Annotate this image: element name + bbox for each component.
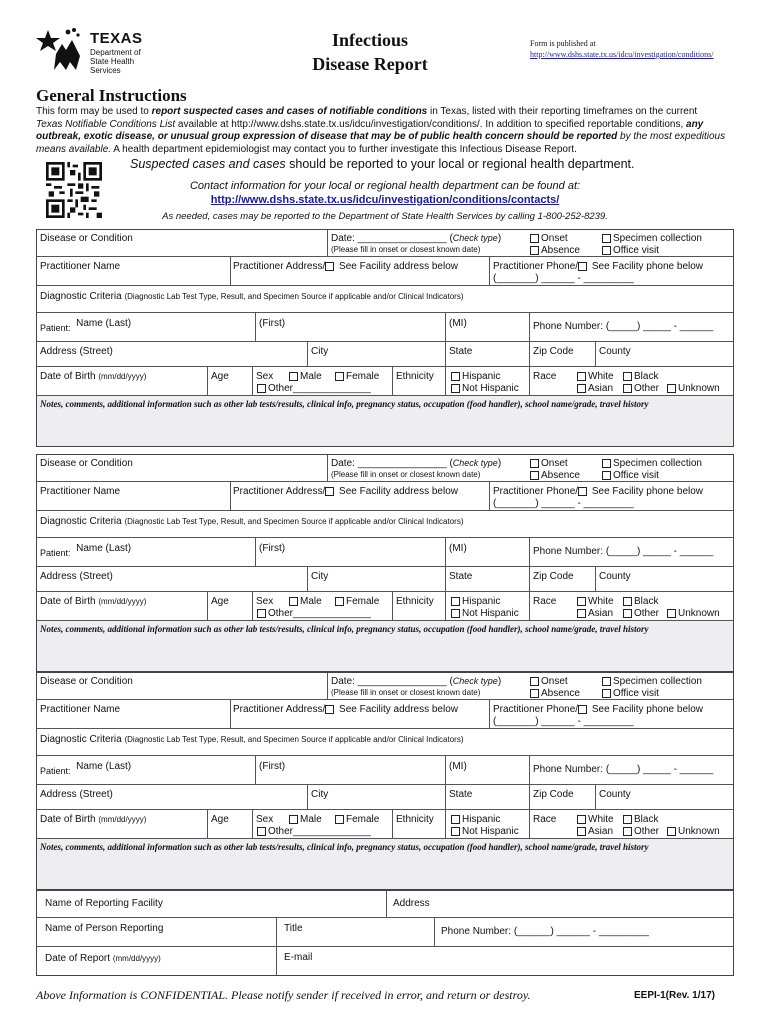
race-white-checkbox[interactable] xyxy=(577,371,614,382)
onset-checkbox-label: Onset xyxy=(541,458,568,469)
checkbox-icon[interactable] xyxy=(578,262,587,271)
patient-state-field[interactable]: State xyxy=(449,346,473,357)
see-facility-phone-label: See Facility phone below xyxy=(589,261,704,272)
hispanic-checkbox-label: Hispanic xyxy=(462,371,501,382)
patient-first-name-field[interactable]: (First) xyxy=(259,543,286,554)
instr-text-8: A health department epidemiologist may contact you to further investigate this Infectious Disease Report. xyxy=(111,143,577,155)
checkbox-icon[interactable] xyxy=(602,689,611,698)
report-date-field[interactable] xyxy=(331,458,501,469)
published-label: Form is published at xyxy=(530,39,596,48)
male-checkbox-label: Male xyxy=(300,596,322,607)
absence-checkbox-label: Absence xyxy=(541,245,580,256)
sex-label: Sex xyxy=(256,371,274,382)
race-asian-checkbox[interactable] xyxy=(577,608,613,619)
onset-checkbox[interactable] xyxy=(530,676,568,687)
sex-other-checkbox-label: Other______________ xyxy=(268,826,371,837)
contacts-url-link[interactable]: http://www.dshs.state.tx.us/idcu/investigation/conditions/contacts/ xyxy=(210,194,560,206)
diagnostic-criteria-label: Diagnostic Criteria xyxy=(40,291,122,302)
form-title xyxy=(300,28,440,76)
patient-county-field[interactable]: County xyxy=(599,789,631,800)
sex-other-checkbox[interactable] xyxy=(257,826,371,837)
checkbox-icon[interactable] xyxy=(602,459,611,468)
practitioner-phone-label: Practitioner Phone/ xyxy=(493,261,579,272)
reporter-phone-field[interactable]: Phone Number: (______) ______ - _________ xyxy=(441,926,649,937)
patient-mi-field[interactable]: (MI) xyxy=(449,318,467,329)
checkbox-icon[interactable] xyxy=(335,597,344,606)
race-unknown-checkbox[interactable] xyxy=(667,608,720,619)
notes-field[interactable] xyxy=(37,396,733,446)
patient-phone-field[interactable]: Phone Number: (_____) _____ - ______ xyxy=(533,321,714,332)
race-label: Race xyxy=(533,371,557,382)
not-hispanic-checkbox-label: Not Hispanic xyxy=(462,608,519,619)
see-facility-phone-label: See Facility phone below xyxy=(589,486,704,497)
patient-name-last-field[interactable] xyxy=(40,318,132,333)
diagnostic-criteria-hint: (Diagnostic Lab Test Type, Result, and Specimen Source if applicable and/or Clinical Indicators) xyxy=(124,517,464,526)
checkbox-icon[interactable] xyxy=(667,609,676,618)
specimen-collection-checkbox[interactable] xyxy=(602,676,702,687)
patient-phone-field[interactable]: Phone Number: (_____) _____ - ______ xyxy=(533,546,714,557)
onset-checkbox[interactable] xyxy=(530,233,568,244)
race-white-checkbox-label: White xyxy=(588,596,614,607)
practitioner-name-field[interactable]: Practitioner Name xyxy=(40,704,121,715)
not-hispanic-checkbox[interactable] xyxy=(451,383,519,394)
race-unknown-checkbox-label: Unknown xyxy=(678,826,720,837)
race-other-checkbox[interactable] xyxy=(623,383,659,394)
checkbox-icon[interactable] xyxy=(451,609,460,618)
race-unknown-checkbox[interactable] xyxy=(667,826,720,837)
date-of-birth-field[interactable] xyxy=(40,814,146,825)
case-report-block-2 xyxy=(36,454,734,672)
race-label: Race xyxy=(533,814,557,825)
hispanic-checkbox[interactable] xyxy=(451,371,500,382)
checkbox-icon[interactable] xyxy=(623,609,632,618)
date-label: Date: ________________ ( xyxy=(331,676,453,687)
checkbox-icon[interactable] xyxy=(325,262,334,271)
patient-county-field[interactable]: County xyxy=(599,571,631,582)
patient-address-field[interactable]: Address (Street) xyxy=(40,789,113,800)
office-visit-checkbox[interactable] xyxy=(602,470,659,481)
patient-state-field[interactable]: State xyxy=(449,789,473,800)
practitioner-phone-blank: (_______) ______ - _________ xyxy=(493,498,634,509)
patient-first-name-field[interactable]: (First) xyxy=(259,318,286,329)
patient-mi-field[interactable]: (MI) xyxy=(449,543,467,554)
checkbox-icon[interactable] xyxy=(289,815,298,824)
practitioner-phone-field[interactable] xyxy=(493,261,703,272)
checkbox-icon[interactable] xyxy=(623,372,632,381)
disease-condition-field[interactable]: Disease or Condition xyxy=(40,458,133,469)
male-checkbox-label: Male xyxy=(300,814,322,825)
form-id: EEPI-1(Rev. 1/17) xyxy=(634,990,715,1001)
report-date-field[interactable] xyxy=(331,233,501,244)
checkbox-icon[interactable] xyxy=(257,384,266,393)
checkbox-icon[interactable] xyxy=(530,471,539,480)
not-hispanic-checkbox-label: Not Hispanic xyxy=(462,826,519,837)
checkbox-icon[interactable] xyxy=(602,246,611,255)
checkbox-icon[interactable] xyxy=(335,815,344,824)
date-paren: ) xyxy=(497,458,502,469)
disease-condition-field[interactable]: Disease or Condition xyxy=(40,233,133,244)
race-black-checkbox-label: Black xyxy=(634,596,659,607)
sex-other-checkbox-label: Other______________ xyxy=(268,608,371,619)
checkbox-icon[interactable] xyxy=(451,384,460,393)
race-other-checkbox[interactable] xyxy=(623,826,659,837)
checkbox-icon[interactable] xyxy=(577,372,586,381)
checkbox-icon[interactable] xyxy=(451,815,460,824)
check-type-label: Check type xyxy=(452,458,498,468)
checkbox-icon[interactable] xyxy=(602,471,611,480)
checkbox-icon[interactable] xyxy=(325,705,334,714)
practitioner-phone-field[interactable] xyxy=(493,704,703,715)
patient-label: Patient: xyxy=(40,766,71,776)
checkbox-icon[interactable] xyxy=(325,487,334,496)
practitioner-address-label: Practitioner Address/ xyxy=(233,486,326,497)
office-visit-checkbox[interactable] xyxy=(602,688,659,699)
checkbox-icon[interactable] xyxy=(667,827,676,836)
absence-checkbox[interactable] xyxy=(530,470,580,481)
checkbox-icon[interactable] xyxy=(602,234,611,243)
see-facility-address-label: See Facility address below xyxy=(336,704,458,715)
patient-address-field[interactable]: Address (Street) xyxy=(40,571,113,582)
patient-zip-field[interactable]: Zip Code xyxy=(533,571,574,582)
case-report-block-3 xyxy=(36,672,734,890)
practitioner-phone-field[interactable] xyxy=(493,486,703,497)
dob-hint: (mm/dd/yyyy) xyxy=(98,597,147,606)
checkbox-icon[interactable] xyxy=(451,372,460,381)
race-label: Race xyxy=(533,596,557,607)
reporter-title-field[interactable]: Title xyxy=(284,923,303,934)
patient-phone-field[interactable]: Phone Number: (_____) _____ - ______ xyxy=(533,764,714,775)
date-of-report-label: Date of Report xyxy=(45,953,111,964)
checkbox-icon[interactable] xyxy=(623,815,632,824)
hispanic-checkbox-label: Hispanic xyxy=(462,596,501,607)
confidential-notice: Above Information is CONFIDENTIAL. Please notify sender if received in error, and return or destroy. xyxy=(36,988,531,1002)
onset-date-hint: (Please fill in onset or closest known date) xyxy=(331,470,481,479)
race-white-checkbox[interactable] xyxy=(577,596,614,607)
female-checkbox[interactable] xyxy=(335,596,379,607)
practitioner-address-field[interactable] xyxy=(233,704,458,715)
practitioner-address-field[interactable] xyxy=(233,486,458,497)
sex-other-checkbox[interactable] xyxy=(257,608,371,619)
race-other-checkbox-label: Other xyxy=(634,383,660,394)
texas-star-logo-icon xyxy=(36,26,86,72)
sex-label: Sex xyxy=(256,596,274,607)
sex-other-checkbox-label: Other______________ xyxy=(268,383,371,394)
race-other-checkbox-label: Other xyxy=(634,826,660,837)
contact-info-note: Contact information for your local or regional health department can be found at: xyxy=(189,180,581,192)
absence-checkbox[interactable] xyxy=(530,245,580,256)
race-black-checkbox[interactable] xyxy=(623,596,658,607)
diagnostic-criteria-hint: (Diagnostic Lab Test Type, Result, and Specimen Source if applicable and/or Clinical Indicators) xyxy=(124,735,464,744)
female-checkbox-label: Female xyxy=(346,371,380,382)
notes-label: Notes, comments, additional information such as other lab tests/results, clinical info, pregnancy status, occupation (food handler), school name/grade, travel history xyxy=(40,624,649,634)
patient-age-field[interactable]: Age xyxy=(211,371,229,382)
instr-text-1: This form may be used to xyxy=(36,106,152,117)
diagnostic-criteria-field[interactable] xyxy=(40,516,463,527)
checkbox-icon[interactable] xyxy=(530,246,539,255)
checkbox-icon[interactable] xyxy=(289,372,298,381)
onset-date-hint: (Please fill in onset or closest known date) xyxy=(331,245,481,254)
specimen-collection-checkbox-label: Specimen collection xyxy=(613,458,702,469)
checkbox-icon[interactable] xyxy=(451,827,460,836)
reporting-facility-field[interactable]: Name of Reporting Facility xyxy=(45,898,163,909)
report-to-local-note xyxy=(130,157,634,171)
check-type-label: Check type xyxy=(452,233,498,243)
name-last-label: Name (Last) xyxy=(76,543,132,554)
patient-state-field[interactable]: State xyxy=(449,571,473,582)
office-visit-checkbox-label: Office visit xyxy=(613,245,659,256)
practitioner-address-field[interactable] xyxy=(233,261,458,272)
office-visit-checkbox-label: Office visit xyxy=(613,470,659,481)
case-report-block-1 xyxy=(36,229,734,447)
patient-zip-field[interactable]: Zip Code xyxy=(533,346,574,357)
checkbox-icon[interactable] xyxy=(577,815,586,824)
not-hispanic-checkbox-label: Not Hispanic xyxy=(462,383,519,394)
onset-date-hint: (Please fill in onset or closest known date) xyxy=(331,688,481,697)
dshs-phone-note: As needed, cases may be reported to the Department of State Health Services by calling 1-800-252-8239. xyxy=(162,211,608,222)
race-black-checkbox[interactable] xyxy=(623,371,658,382)
diagnostic-criteria-field[interactable] xyxy=(40,734,463,745)
dob-label: Date of Birth xyxy=(40,596,96,607)
published-url-link[interactable]: http://www.dshs.state.tx.us/idcu/investigation/conditions/ xyxy=(530,50,714,59)
specimen-collection-checkbox-label: Specimen collection xyxy=(613,233,702,244)
race-unknown-checkbox[interactable] xyxy=(667,383,720,394)
practitioner-phone-blank: (_______) ______ - _________ xyxy=(493,273,634,284)
checkbox-icon[interactable] xyxy=(530,689,539,698)
notes-label: Notes, comments, additional information such as other lab tests/results, clinical info, pregnancy status, occupation (food handler), school name/grade, travel history xyxy=(40,399,649,409)
office-visit-checkbox[interactable] xyxy=(602,245,659,256)
race-black-checkbox-label: Black xyxy=(634,814,659,825)
see-facility-address-label: See Facility address below xyxy=(336,261,458,272)
race-asian-checkbox-label: Asian xyxy=(588,826,614,837)
female-checkbox[interactable] xyxy=(335,371,379,382)
disease-condition-field[interactable]: Disease or Condition xyxy=(40,676,133,687)
practitioner-phone-label: Practitioner Phone/ xyxy=(493,704,579,715)
checkbox-icon[interactable] xyxy=(623,597,632,606)
patient-name-last-field[interactable] xyxy=(40,761,132,776)
onset-checkbox-label: Onset xyxy=(541,676,568,687)
date-label: Date: ________________ ( xyxy=(331,233,453,244)
notes-label: Notes, comments, additional information such as other lab tests/results, clinical info, pregnancy status, occupation (food handler), school name/grade, travel history xyxy=(40,842,649,852)
report-to-local-emph: Suspected cases and cases xyxy=(130,157,286,171)
date-label: Date: ________________ ( xyxy=(331,458,453,469)
checkbox-icon[interactable] xyxy=(289,597,298,606)
dob-hint: (mm/dd/yyyy) xyxy=(98,372,147,381)
patient-county-field[interactable]: County xyxy=(599,346,631,357)
name-last-label: Name (Last) xyxy=(76,318,132,329)
patient-first-name-field[interactable]: (First) xyxy=(259,761,286,772)
absence-checkbox-label: Absence xyxy=(541,470,580,481)
office-visit-checkbox-label: Office visit xyxy=(613,688,659,699)
reporter-email-field[interactable]: E-mail xyxy=(284,952,313,963)
reporting-facility-section xyxy=(36,890,734,976)
instr-text-2: report suspected cases and cases of notifiable conditions xyxy=(151,106,428,117)
race-other-checkbox-label: Other xyxy=(634,608,660,619)
hispanic-checkbox-label: Hispanic xyxy=(462,814,501,825)
absence-checkbox[interactable] xyxy=(530,688,580,699)
race-asian-checkbox-label: Asian xyxy=(588,383,614,394)
not-hispanic-checkbox[interactable] xyxy=(451,608,519,619)
checkbox-icon[interactable] xyxy=(335,372,344,381)
onset-checkbox[interactable] xyxy=(530,458,568,469)
see-facility-address-label: See Facility address below xyxy=(336,486,458,497)
checkbox-icon[interactable] xyxy=(257,827,266,836)
ethnicity-label: Ethnicity xyxy=(396,814,434,825)
checkbox-icon[interactable] xyxy=(578,487,587,496)
practitioner-phone-blank: (_______) ______ - _________ xyxy=(493,716,634,727)
race-white-checkbox-label: White xyxy=(588,371,614,382)
specimen-collection-checkbox-label: Specimen collection xyxy=(613,676,702,687)
checkbox-icon[interactable] xyxy=(577,827,586,836)
female-checkbox-label: Female xyxy=(346,596,380,607)
checkbox-icon[interactable] xyxy=(530,677,539,686)
see-facility-phone-label: See Facility phone below xyxy=(589,704,704,715)
person-reporting-field[interactable]: Name of Person Reporting xyxy=(45,923,164,934)
race-asian-checkbox[interactable] xyxy=(577,826,613,837)
instructions-paragraph xyxy=(36,106,726,156)
patient-zip-field[interactable]: Zip Code xyxy=(533,789,574,800)
checkbox-icon[interactable] xyxy=(577,609,586,618)
ethnicity-label: Ethnicity xyxy=(396,596,434,607)
specimen-collection-checkbox[interactable] xyxy=(602,458,702,469)
diagnostic-criteria-field[interactable] xyxy=(40,291,463,302)
not-hispanic-checkbox[interactable] xyxy=(451,826,519,837)
checkbox-icon[interactable] xyxy=(451,597,460,606)
female-checkbox[interactable] xyxy=(335,814,379,825)
form-title-line2: Disease Report xyxy=(312,54,428,74)
diagnostic-criteria-label: Diagnostic Criteria xyxy=(40,734,122,745)
publication-note xyxy=(530,38,713,60)
ethnicity-label: Ethnicity xyxy=(396,371,434,382)
patient-label: Patient: xyxy=(40,323,71,333)
agency-department: Department of xyxy=(90,48,141,57)
instr-text-7: by the most expeditious means available. xyxy=(36,131,726,155)
notes-field[interactable] xyxy=(37,621,733,671)
form-title-line1: Infectious xyxy=(332,30,408,50)
race-black-checkbox[interactable] xyxy=(623,814,658,825)
dshs-logo xyxy=(36,26,166,75)
male-checkbox[interactable] xyxy=(289,814,322,825)
practitioner-address-label: Practitioner Address/ xyxy=(233,704,326,715)
patient-name-last-field[interactable] xyxy=(40,543,132,558)
checkbox-icon[interactable] xyxy=(530,234,539,243)
date-of-birth-field[interactable] xyxy=(40,371,146,382)
report-to-local-text: should be reported to your local or regional health department. xyxy=(285,157,635,171)
instr-text-5: available at http://www.dshs.state.tx.us/idcu/investigation/conditions/. In addition to specified reportable conditions, xyxy=(175,118,687,130)
race-white-checkbox-label: White xyxy=(588,814,614,825)
checkbox-icon[interactable] xyxy=(667,384,676,393)
sex-other-checkbox[interactable] xyxy=(257,383,371,394)
hispanic-checkbox[interactable] xyxy=(451,814,500,825)
date-of-birth-field[interactable] xyxy=(40,596,146,607)
patient-city-field[interactable]: City xyxy=(311,789,329,800)
patient-label: Patient: xyxy=(40,548,71,558)
patient-age-field[interactable]: Age xyxy=(211,596,229,607)
agency-name: TEXAS xyxy=(90,30,143,47)
practitioner-name-field[interactable]: Practitioner Name xyxy=(40,261,121,272)
diagnostic-criteria-hint: (Diagnostic Lab Test Type, Result, and Specimen Source if applicable and/or Clinical Indicators) xyxy=(124,292,464,301)
reporting-address-field[interactable]: Address xyxy=(393,898,430,909)
practitioner-name-field[interactable]: Practitioner Name xyxy=(40,486,121,497)
name-last-label: Name (Last) xyxy=(76,761,132,772)
checkbox-icon[interactable] xyxy=(577,384,586,393)
report-date-field[interactable] xyxy=(331,676,501,687)
notes-field[interactable] xyxy=(37,839,733,889)
dob-hint: (mm/dd/yyyy) xyxy=(98,815,147,824)
agency-subname: State Health Services xyxy=(90,57,135,75)
checkbox-icon[interactable] xyxy=(530,459,539,468)
date-of-report-field[interactable] xyxy=(45,953,161,964)
male-checkbox[interactable] xyxy=(289,596,322,607)
patient-city-field[interactable]: City xyxy=(311,346,329,357)
date-of-report-hint: (mm/dd/yyyy) xyxy=(112,954,161,963)
race-asian-checkbox[interactable] xyxy=(577,383,613,394)
specimen-collection-checkbox[interactable] xyxy=(602,233,702,244)
onset-checkbox-label: Onset xyxy=(541,233,568,244)
race-unknown-checkbox-label: Unknown xyxy=(678,383,720,394)
date-paren: ) xyxy=(497,233,502,244)
checkbox-icon[interactable] xyxy=(257,609,266,618)
checkbox-icon[interactable] xyxy=(623,827,632,836)
female-checkbox-label: Female xyxy=(346,814,380,825)
race-white-checkbox[interactable] xyxy=(577,814,614,825)
race-other-checkbox[interactable] xyxy=(623,608,659,619)
dob-label: Date of Birth xyxy=(40,371,96,382)
date-paren: ) xyxy=(497,676,502,687)
hispanic-checkbox[interactable] xyxy=(451,596,500,607)
male-checkbox[interactable] xyxy=(289,371,322,382)
sex-label: Sex xyxy=(256,814,274,825)
practitioner-address-label: Practitioner Address/ xyxy=(233,261,326,272)
race-unknown-checkbox-label: Unknown xyxy=(678,608,720,619)
race-black-checkbox-label: Black xyxy=(634,371,659,382)
patient-mi-field[interactable]: (MI) xyxy=(449,761,467,772)
diagnostic-criteria-label: Diagnostic Criteria xyxy=(40,516,122,527)
checkbox-icon[interactable] xyxy=(578,705,587,714)
instr-text-4: Texas Notifiable Conditions List xyxy=(36,118,176,130)
patient-city-field[interactable]: City xyxy=(311,571,329,582)
absence-checkbox-label: Absence xyxy=(541,688,580,699)
race-asian-checkbox-label: Asian xyxy=(588,608,614,619)
checkbox-icon[interactable] xyxy=(602,677,611,686)
male-checkbox-label: Male xyxy=(300,371,322,382)
checkbox-icon[interactable] xyxy=(577,597,586,606)
instr-text-3: in Texas, listed with their reporting timeframes on the current xyxy=(427,106,698,117)
patient-age-field[interactable]: Age xyxy=(211,814,229,825)
general-instructions-heading: General Instructions xyxy=(36,86,187,105)
instr-text-6: any outbreak, exotic disease, or unusual group expression of disease that may be of public health concern should be reported xyxy=(36,118,704,142)
practitioner-phone-label: Practitioner Phone/ xyxy=(493,486,579,497)
check-type-label: Check type xyxy=(452,676,498,686)
checkbox-icon[interactable] xyxy=(623,384,632,393)
patient-address-field[interactable]: Address (Street) xyxy=(40,346,113,357)
dob-label: Date of Birth xyxy=(40,814,96,825)
